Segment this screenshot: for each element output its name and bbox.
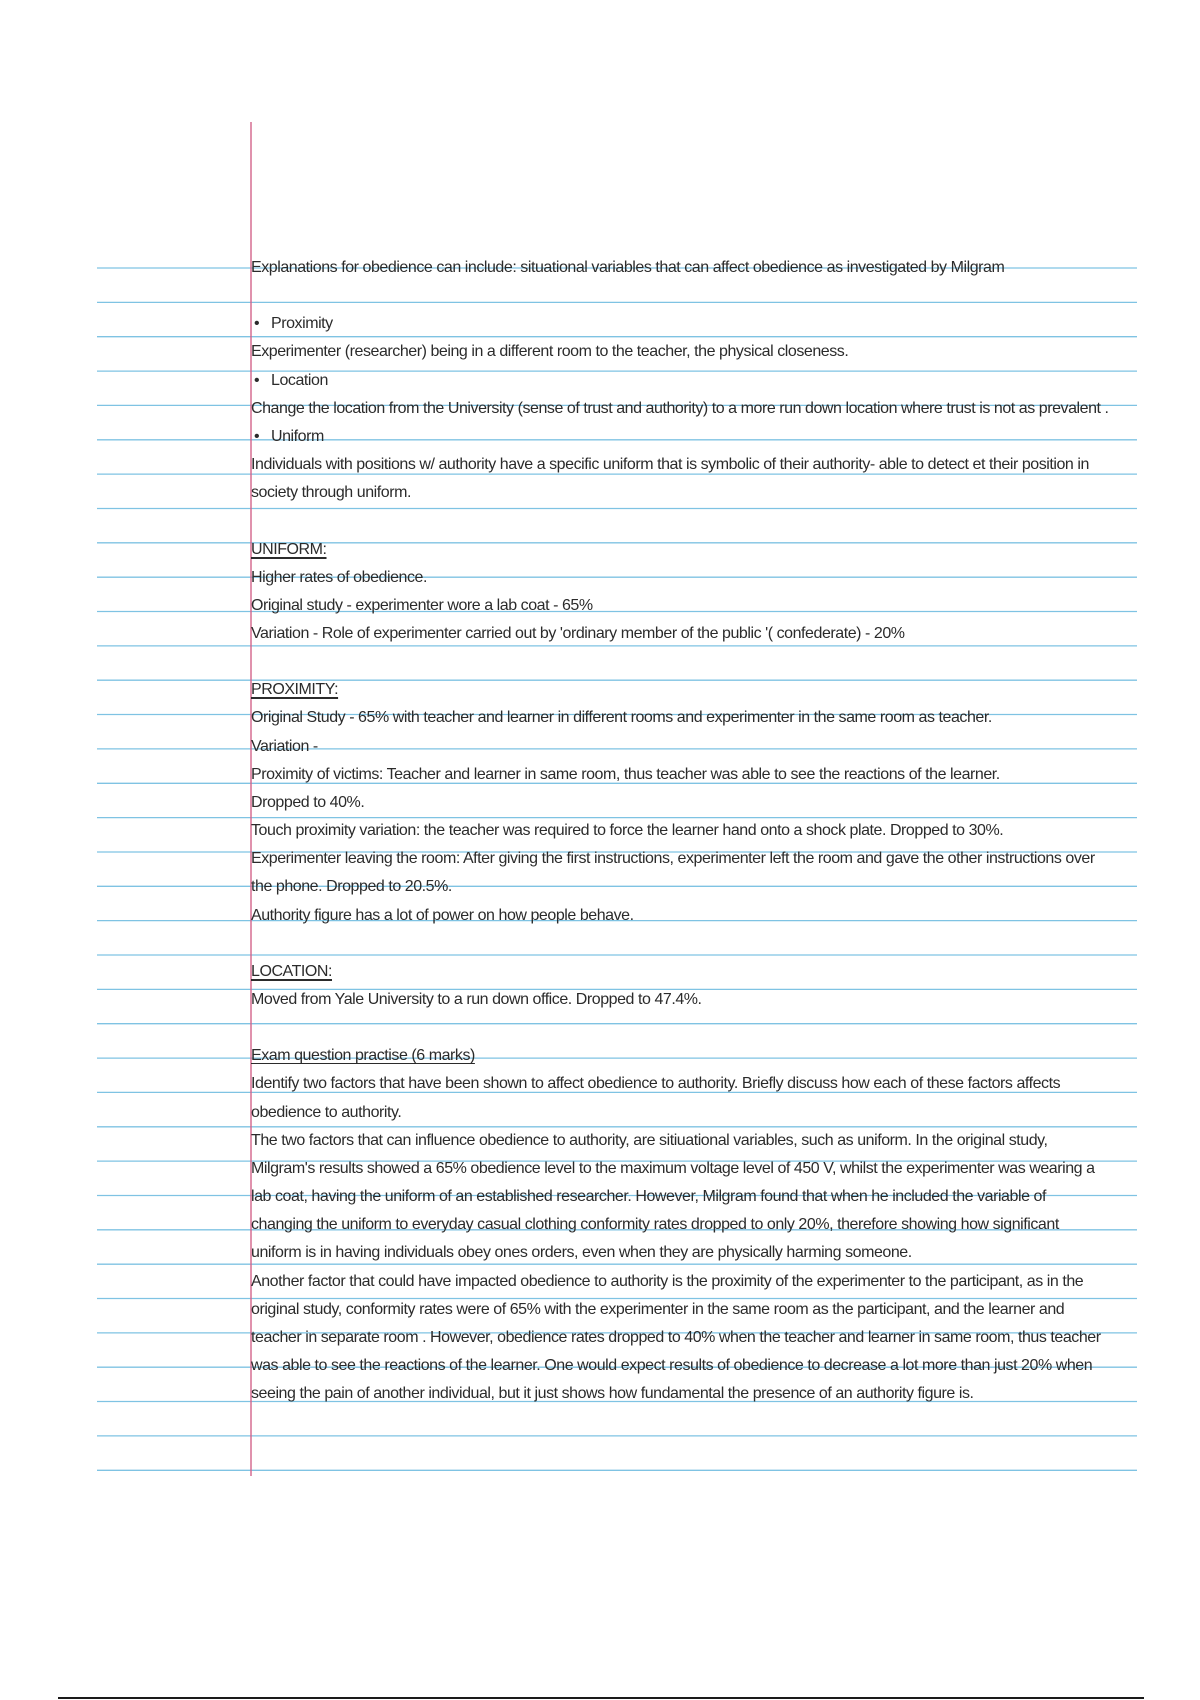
uniform-line-2: Original study - experimenter wore a lab coat - 65%: [251, 596, 593, 614]
proximity-line-1: Original Study - 65% with teacher and learner in different rooms and experimenter in the same room as teacher.: [251, 709, 992, 727]
uniform-heading: UNIFORM:: [251, 540, 327, 558]
proximity-description: Experimenter (researcher) being in a different room to the teacher, the physical closeness.: [251, 343, 849, 361]
uniform-description: Individuals with positions w/ authority have a specific uniform that is symbolic of their authority- able to detect et their position in society through uniform.: [251, 456, 1089, 502]
proximity-line-7: Authority figure has a lot of power on how people behave.: [251, 906, 634, 924]
page-bottom-border: [58, 1697, 1144, 1699]
bullet-uniform: • Uniform: [251, 423, 1111, 451]
exam-heading: Exam question practise (6 marks): [251, 1047, 475, 1065]
exam-question: Identify two factors that have been shown to affect obedience to authority. Briefly discuss how each of these factors affects obedience to authority.: [251, 1075, 1061, 1121]
bullet-dot-icon: •: [254, 371, 260, 389]
uniform-line-3: Variation - Role of experimenter carried out by 'ordinary member of the public '( confederate) - 20%: [251, 625, 905, 642]
bullet-dot-icon: •: [254, 315, 260, 333]
location-heading: LOCATION:: [251, 962, 332, 980]
bullet-dot-icon: •: [254, 427, 260, 445]
proximity-line-2: Variation -: [251, 737, 318, 755]
proximity-line-6: Experimenter leaving the room: After giving the first instructions, experimenter left the room and gave the other instructions over the phone. Dropped to 20.5%.: [251, 850, 1095, 896]
notes-text: [251, 254, 1111, 1408]
proximity-line-3: Proximity of victims: Teacher and learner in same room, thus teacher was able to see the reactions of the learner.: [251, 765, 1000, 783]
bullet-location: • Location: [251, 367, 1111, 395]
proximity-line-5: Touch proximity variation: the teacher was required to force the learner hand onto a shock plate. Dropped to 30%.: [251, 822, 1004, 840]
answer-paragraph-2: Another factor that could have impacted obedience to authority is the proximity of the experimenter to the participant, as in the original study, conformity rates were of 65% with the experimenter in the same room as the participant, and the learner and teacher in separate room . However, obedience rates dropped to 40% when the teacher and learner in same room, thus teacher was able to see the reactions of the learner. One would expect results of obedience to decrease a lot more than just 20% when seeing the pain of another individual, but it just shows how fundamental the presence of an authority figure is.: [251, 1272, 1101, 1403]
answer-paragraph-1: The two factors that can influence obedience to authority, are sitiuational variables, such as uniform. In the original study, Milgram's results showed a 65% obedience level to the maximum voltage level of 450 V, whilst the experimenter was wearing a lab coat, having the uniform of an established researcher. However, Milgram found that when he included the variable of changing the uniform to everyday casual clothing conformity rates dropped to only 20%, therefore showing how significant uniform is in having individuals obey ones orders, even when they are physically harming someone.: [251, 1131, 1095, 1262]
uniform-line-1: Higher rates of obedience.: [251, 568, 427, 586]
intro-line: Explanations for obedience can include: situational variables that can affect obedience as investigated by Milgram: [251, 259, 1005, 276]
proximity-heading: PROXIMITY:: [251, 681, 339, 699]
location-line-1: Moved from Yale University to a run down office. Dropped to 47.4%.: [251, 991, 702, 1008]
bullet-proximity: • Proximity: [251, 310, 1111, 338]
location-description: Change the location from the University (sense of trust and authority) to a more run down location where trust is not as prevalent .: [251, 399, 1109, 417]
proximity-line-4: Dropped to 40%.: [251, 793, 365, 811]
